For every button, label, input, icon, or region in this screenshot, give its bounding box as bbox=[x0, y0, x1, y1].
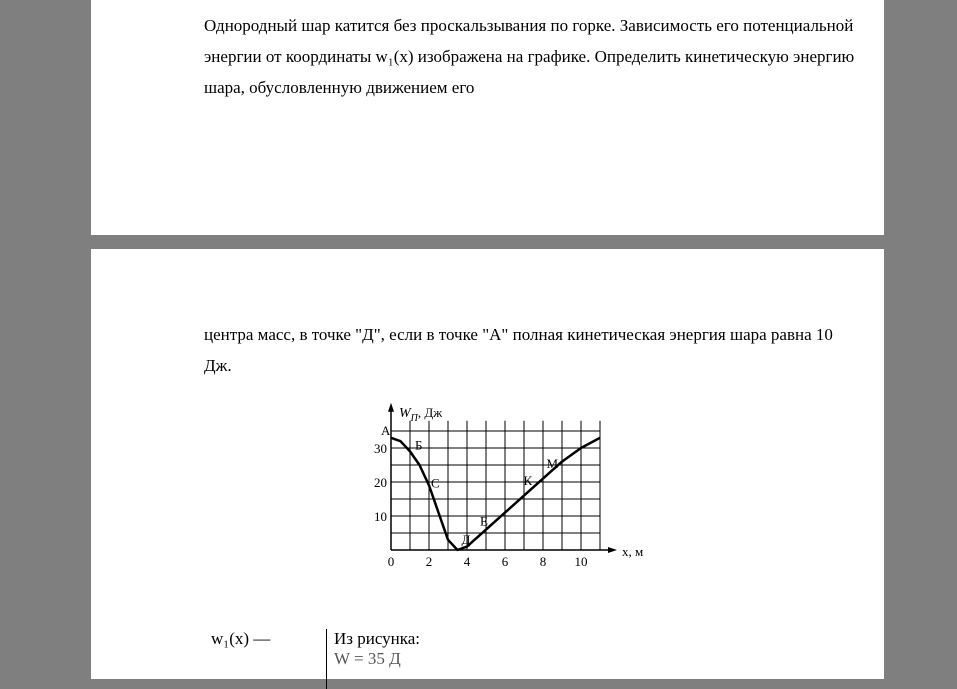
x-axis-label: x, м bbox=[622, 544, 644, 559]
x-tick-label: 4 bbox=[463, 554, 471, 569]
x-tick-label: 10 bbox=[574, 554, 588, 569]
x-axis-arrow bbox=[608, 547, 617, 553]
point-label: А bbox=[381, 422, 391, 438]
chart-svg bbox=[361, 382, 661, 572]
x-tick-label: 2 bbox=[425, 554, 433, 569]
point-label: Д bbox=[461, 532, 471, 547]
y-tick-label: 20 bbox=[374, 475, 387, 490]
y-axis-label: $W_П$, Дж bbox=[399, 404, 443, 424]
y-tick-label: 30 bbox=[374, 441, 387, 456]
given-text: w₁(x) — bbox=[211, 629, 271, 648]
x-tick-label: 0 bbox=[387, 554, 395, 569]
point-label: С bbox=[431, 475, 440, 491]
problem-text-part1: Однородный шар катится без проскальзывания по горке. Зависимость его потенциальной энергии от координаты w₁(x) изображена на графике. Определить кинетическую энергию шара, обусловленную движением его bbox=[204, 16, 855, 97]
x-tick-label: 6 bbox=[501, 554, 509, 569]
point-label: Е bbox=[480, 513, 488, 529]
point-label: К bbox=[523, 473, 533, 489]
y-tick-label: 10 bbox=[374, 509, 387, 524]
solution-line-2: W = 35 Д bbox=[334, 649, 401, 668]
point-label: М bbox=[546, 456, 559, 472]
problem-text-part2: центра масс, в точке "Д", если в точке "А" полная кинетическая энергия шара равна 10 Дж. bbox=[204, 325, 833, 375]
solution-column bbox=[326, 629, 420, 689]
point-label: Б bbox=[415, 437, 423, 453]
document-page-2 bbox=[91, 249, 884, 679]
document-page-1 bbox=[91, 0, 884, 235]
x-tick-label: 8 bbox=[539, 554, 547, 569]
energy-chart bbox=[361, 382, 661, 577]
y-axis-arrow bbox=[388, 403, 394, 412]
solution-header: Из рисунка: bbox=[334, 629, 421, 648]
